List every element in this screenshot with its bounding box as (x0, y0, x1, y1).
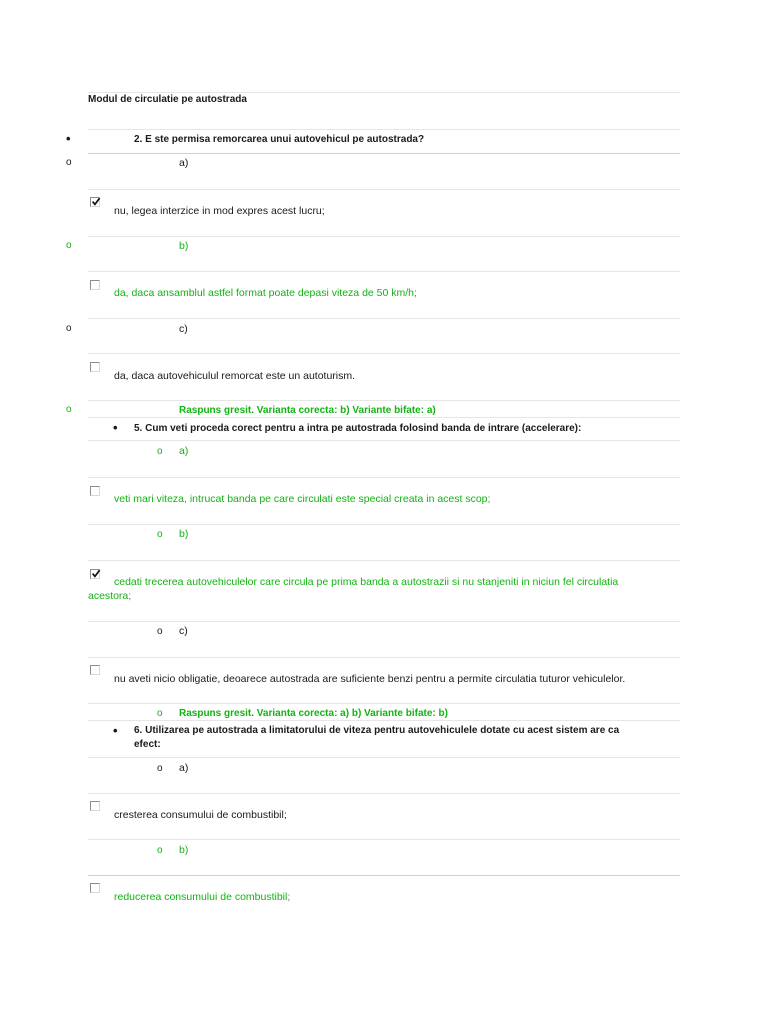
list-bullet-circle: o (157, 529, 163, 540)
q2-option-b-text: da, daca ansamblul astfel format poate depasi viteza de 50 km/h; (114, 287, 417, 299)
q5-option-b-checkbox[interactable] (90, 569, 100, 579)
question-2-text: 2. E ste permisa remorcarea unui autovehicul pe autostrada? (134, 134, 425, 145)
q5-option-a-checkbox[interactable] (90, 486, 100, 496)
q6-option-a-text: cresterea consumului de combustibil; (114, 809, 287, 821)
divider (88, 793, 680, 794)
q5-option-c-checkbox[interactable] (90, 665, 100, 675)
divider (88, 524, 680, 525)
q2-option-a-checkbox[interactable] (90, 197, 100, 207)
q2-option-a-text: nu, legea interzice in mod expres acest lucru; (114, 205, 325, 217)
divider (88, 560, 680, 561)
q5-option-a-label: a) (179, 445, 189, 457)
list-bullet-circle: o (157, 626, 163, 637)
q6-option-a-label: a) (179, 762, 189, 774)
checkmark-icon (91, 569, 101, 579)
checkmark-icon (91, 197, 101, 207)
q2-option-c-label: c) (179, 323, 188, 335)
divider (88, 657, 680, 658)
divider (88, 720, 680, 721)
q6-option-b-text: reducerea consumului de combustibil; (114, 891, 291, 903)
q2-option-c-text: da, daca autovehiculul remorcat este un autoturism. (114, 370, 356, 382)
q2-option-a-label: a) (179, 157, 189, 169)
q2-option-b-checkbox[interactable] (90, 280, 100, 290)
q5-option-b-label: b) (179, 528, 189, 540)
divider (88, 703, 680, 704)
list-bullet-circle: o (66, 323, 72, 334)
divider (88, 318, 680, 319)
question-6-text-line1: 6. Utilizarea pe autostrada a limitatorului de viteza pentru autovehiculele dotate cu acest sistem are ca (134, 725, 620, 736)
divider (88, 189, 680, 190)
divider (88, 875, 680, 876)
divider (88, 621, 680, 622)
q2-result: Raspuns gresit. Varianta corecta: b) Variante bifate: a) (179, 405, 436, 416)
list-bullet-disc: • (113, 723, 118, 738)
q5-option-a-text: veti mari viteza, intrucat banda pe care circulati este special creata in acest scop; (114, 493, 491, 505)
divider (88, 129, 680, 130)
divider (88, 477, 680, 478)
divider (88, 353, 680, 354)
q5-option-c-text: nu aveti nicio obligatie, deoarece autostrada are suficiente benzi pentru a permite circulatia tuturor vehiculelor. (114, 673, 626, 685)
q5-option-b-text-line2: acestora; (88, 590, 132, 602)
divider (88, 236, 680, 237)
list-bullet-circle: o (66, 157, 72, 168)
page-title: Modul de circulatie pe autostrada (88, 94, 247, 105)
divider (88, 271, 680, 272)
q6-option-a-checkbox[interactable] (90, 801, 100, 811)
q2-option-c-checkbox[interactable] (90, 362, 100, 372)
q6-option-b-label: b) (179, 844, 189, 856)
divider (88, 153, 680, 154)
divider (88, 757, 680, 758)
list-bullet-circle: o (157, 763, 163, 774)
list-bullet-disc: • (66, 131, 71, 146)
divider (88, 440, 680, 441)
list-bullet-circle: o (66, 404, 72, 415)
q6-option-b-checkbox[interactable] (90, 883, 100, 893)
q5-option-c-label: c) (179, 625, 188, 637)
question-5-text: 5. Cum veti proceda corect pentru a intra pe autostrada folosind banda de intrare (accelerare): (134, 423, 582, 434)
divider (88, 417, 680, 418)
q5-result: Raspuns gresit. Varianta corecta: a) b) Variante bifate: b) (179, 708, 448, 719)
list-bullet-circle: o (66, 240, 72, 251)
list-bullet-circle: o (157, 845, 163, 856)
q5-option-b-text-line1: cedati trecerea autovehiculelor care circula pe prima banda a autostrazii si nu stanjeniti in niciun fel circulatia (114, 576, 619, 588)
divider (88, 839, 680, 840)
list-bullet-disc: • (113, 420, 118, 435)
q2-option-b-label: b) (179, 240, 189, 252)
divider (88, 400, 680, 401)
list-bullet-circle: o (157, 708, 163, 719)
list-bullet-circle: o (157, 446, 163, 457)
question-6-text-line2: efect: (134, 739, 161, 750)
